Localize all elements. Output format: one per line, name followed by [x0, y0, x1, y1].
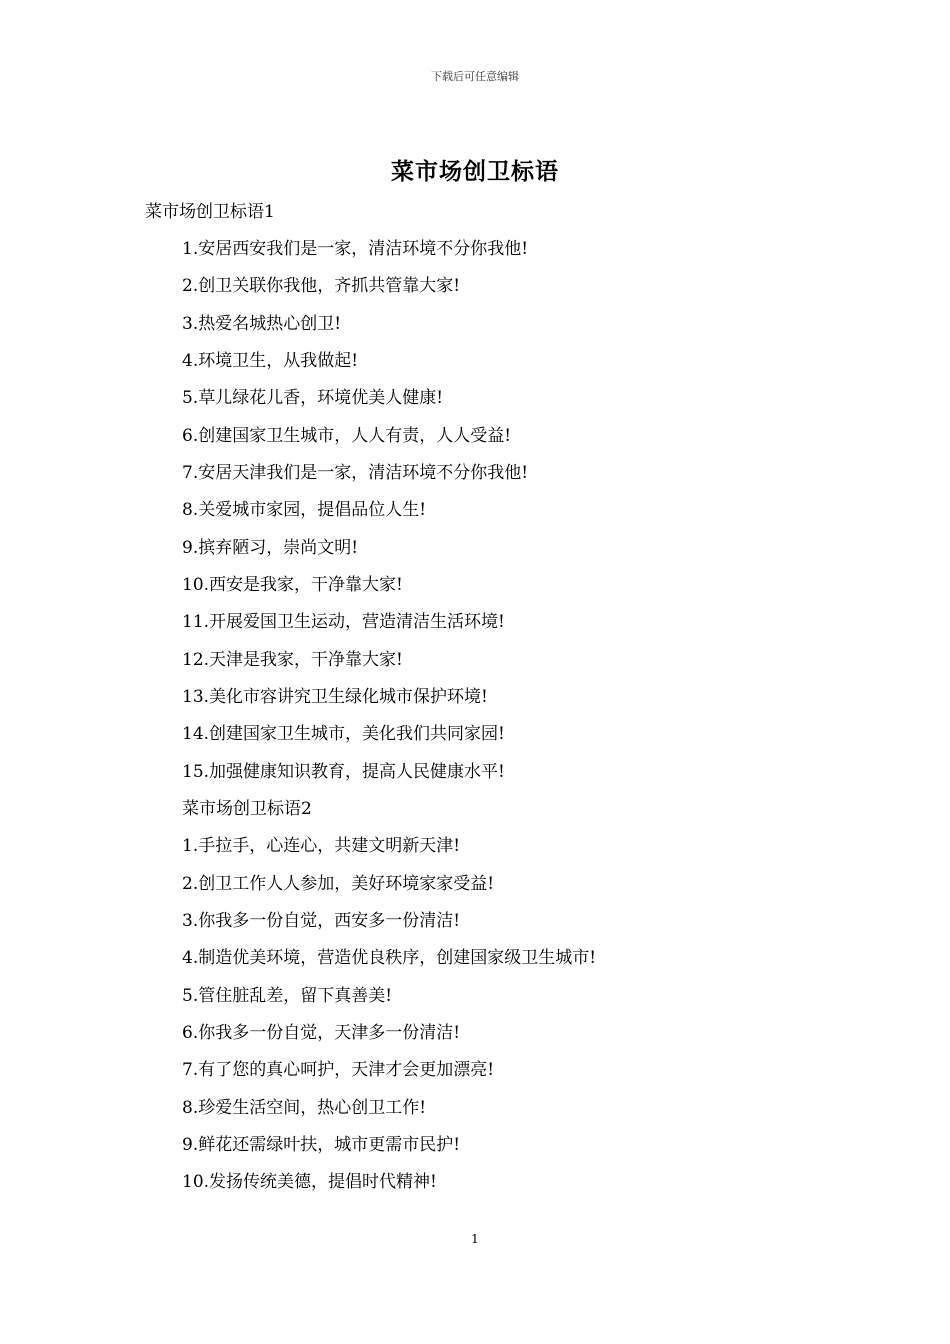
list-item: 14.创建国家卫生城市，美化我们共同家园!	[182, 724, 505, 744]
list-item: 10.发扬传统美德，提倡时代精神!	[182, 1172, 437, 1192]
list-item: 6.创建国家卫生城市，人人有责，人人受益!	[182, 426, 512, 446]
document-title: 菜市场创卫标语	[391, 158, 559, 185]
header-note: 下载后可任意编辑	[431, 70, 519, 83]
list-item: 3.你我多一份自觉，西安多一份清洁!	[182, 911, 461, 931]
section2-heading: 菜市场创卫标语2	[182, 799, 312, 819]
list-item: 9.鲜花还需绿叶扶，城市更需市民护!	[182, 1135, 461, 1155]
list-item: 1.安居西安我们是一家，清洁环境不分你我他!	[182, 239, 529, 259]
list-item: 10.西安是我家，干净靠大家!	[182, 575, 403, 595]
list-item: 13.美化市容讲究卫生绿化城市保护环境!	[182, 687, 488, 707]
list-item: 7.有了您的真心呵护，天津才会更加漂亮!	[182, 1060, 495, 1080]
list-item: 3.热爱名城热心创卫!	[182, 314, 342, 334]
list-item: 5.管住脏乱差，留下真善美!	[182, 986, 393, 1006]
page-number: 1	[471, 1232, 479, 1246]
list-item: 12.天津是我家，干净靠大家!	[182, 650, 403, 670]
list-item: 7.安居天津我们是一家，清洁环境不分你我他!	[182, 463, 529, 483]
list-item: 8.关爱城市家园，提倡品位人生!	[182, 500, 427, 520]
list-item: 15.加强健康知识教育，提高人民健康水平!	[182, 762, 505, 782]
section1-heading: 菜市场创卫标语1	[145, 202, 275, 222]
list-item: 9.摈弃陋习，崇尚文明!	[182, 538, 359, 558]
list-item: 2.创卫关联你我他，齐抓共管靠大家!	[182, 276, 461, 296]
list-item: 4.环境卫生，从我做起!	[182, 351, 359, 371]
list-item: 8.珍爱生活空间，热心创卫工作!	[182, 1098, 427, 1118]
list-item: 6.你我多一份自觉，天津多一份清洁!	[182, 1023, 461, 1043]
list-item: 4.制造优美环境，营造优良秩序，创建国家级卫生城市!	[182, 948, 597, 968]
list-item: 5.草儿绿花儿香，环境优美人健康!	[182, 388, 444, 408]
list-item: 1.手拉手，心连心，共建文明新天津!	[182, 836, 461, 856]
list-item: 2.创卫工作人人参加，美好环境家家受益!	[182, 874, 495, 894]
list-item: 11.开展爱国卫生运动，营造清洁生活环境!	[182, 612, 505, 632]
